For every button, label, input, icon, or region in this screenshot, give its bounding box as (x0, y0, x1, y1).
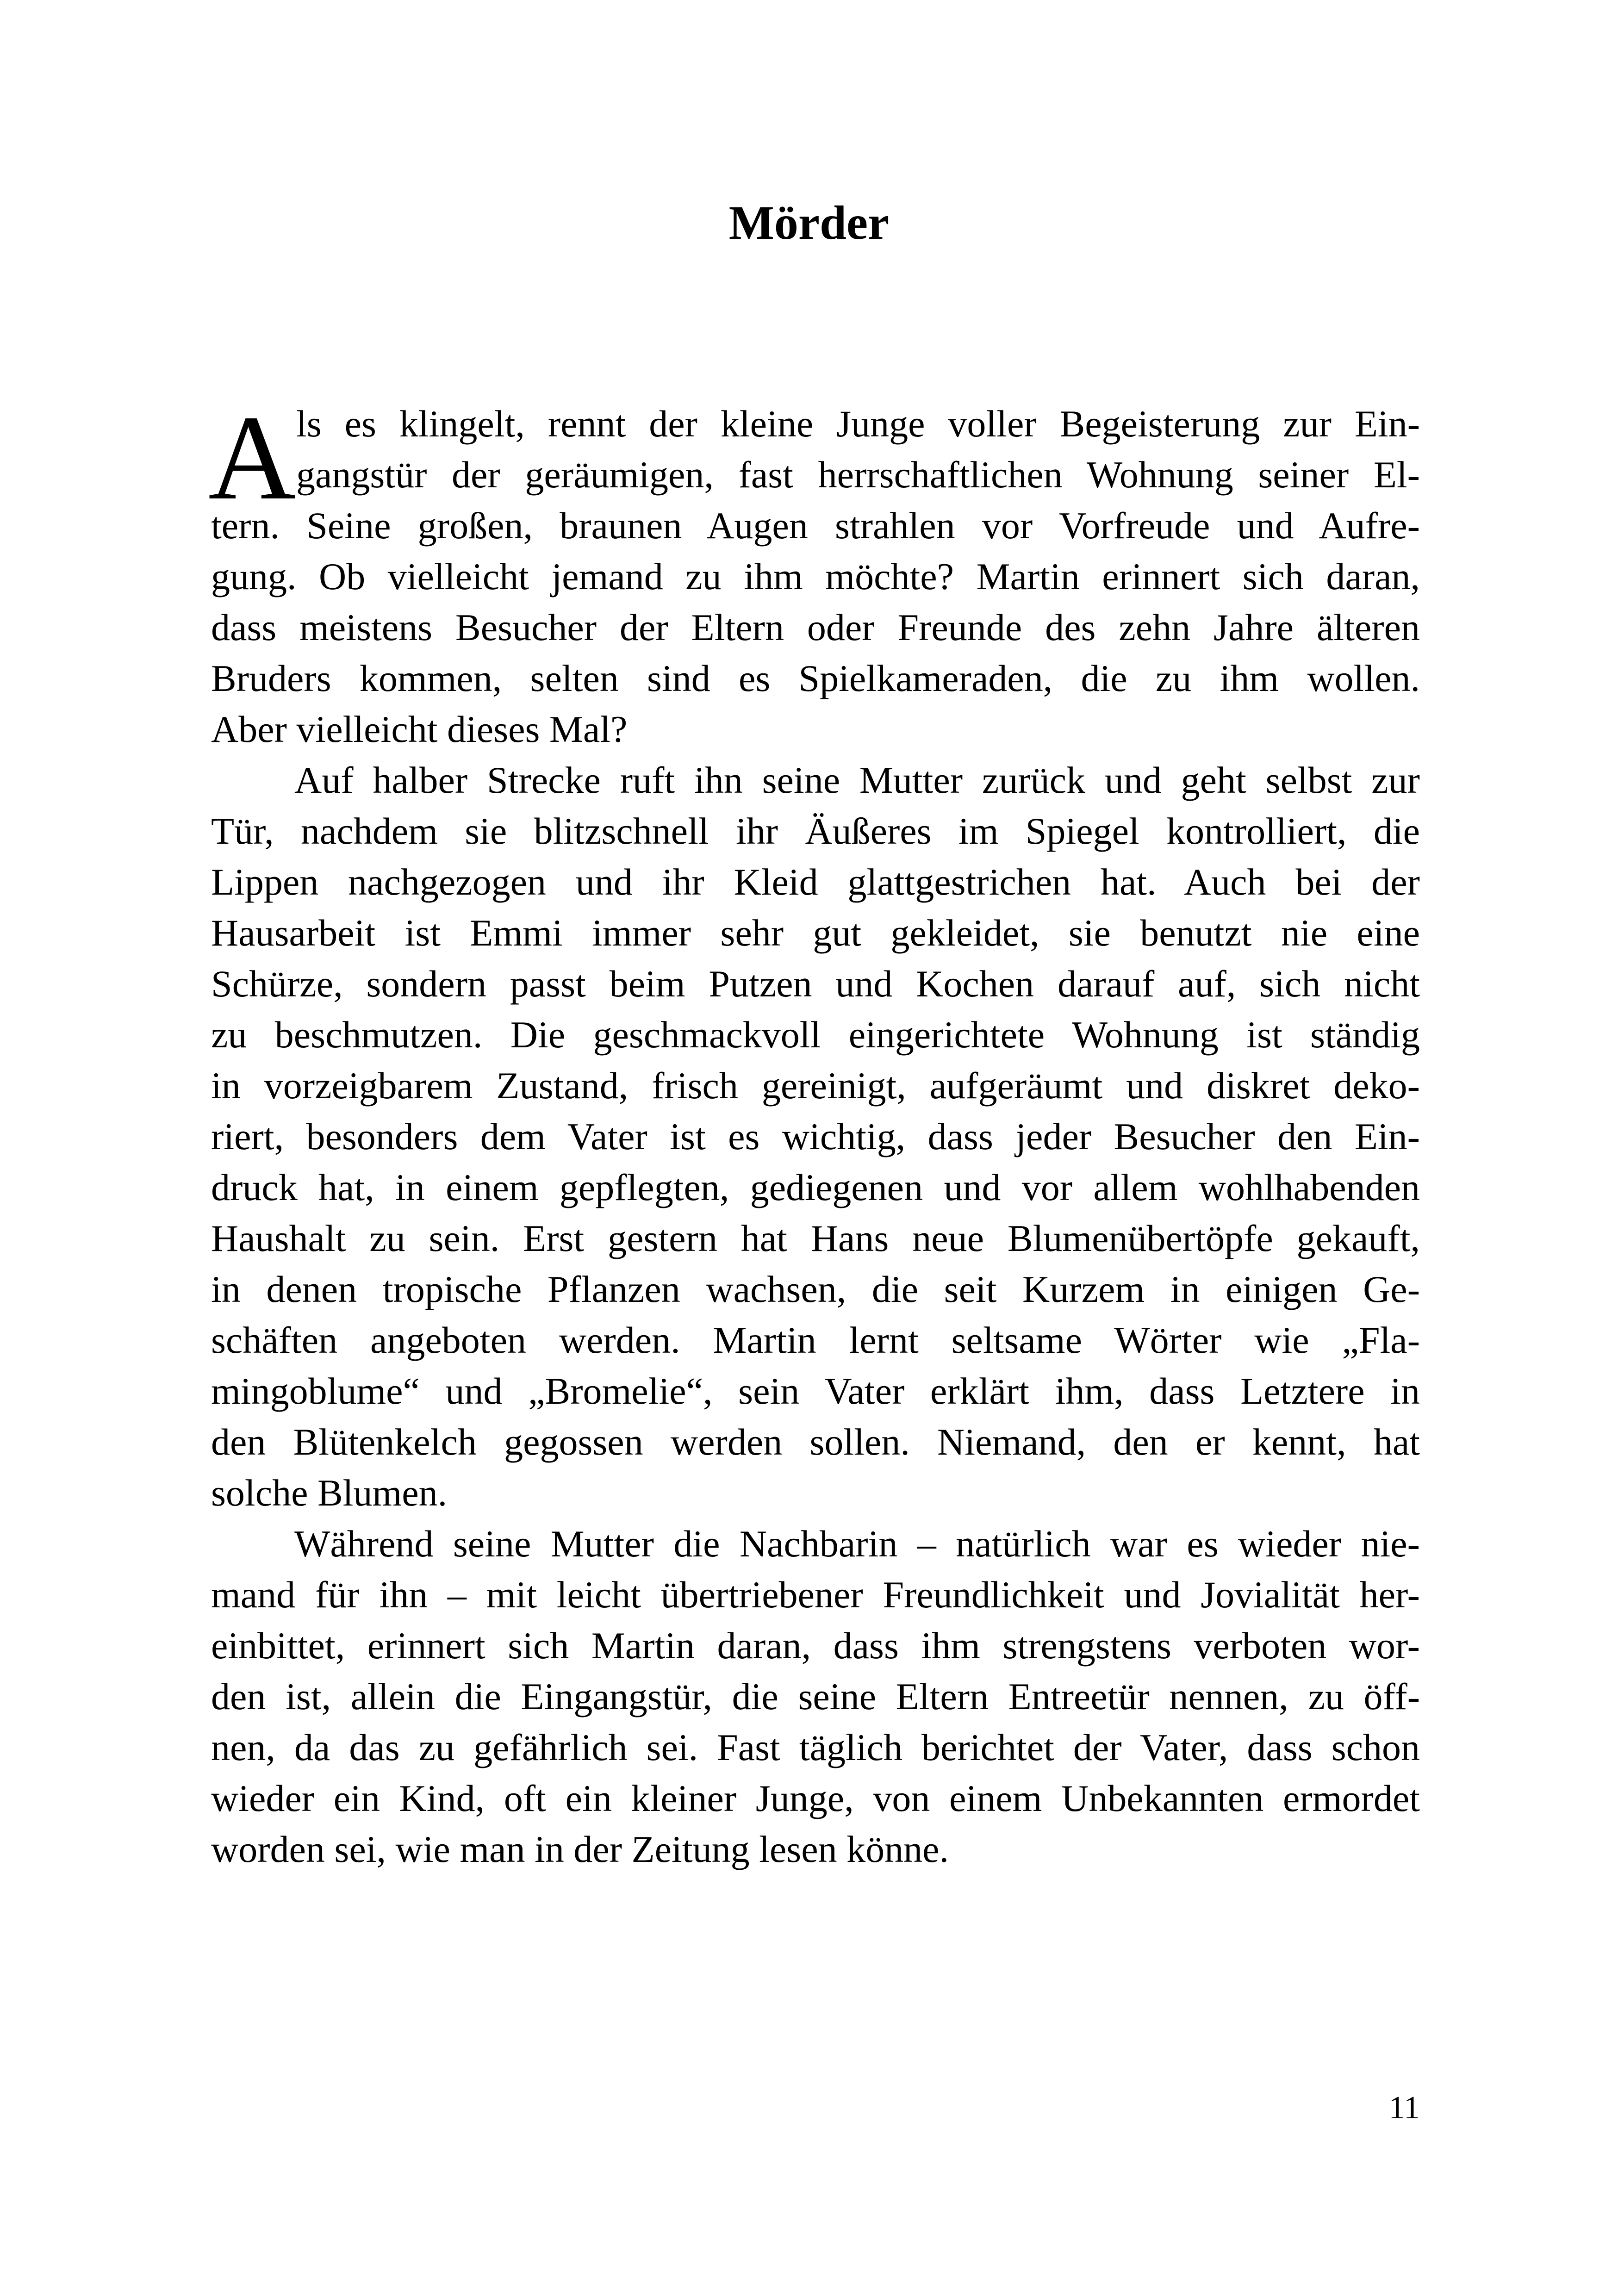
text-line: Auf halber Strecke ruft ihn seine Mutter zurück und geht selbst zur (294, 759, 1420, 801)
text-line: dass meistens Besucher der Eltern oder Freunde des zehn Jahre älteren (211, 606, 1420, 648)
text-line: gung. Ob vielleicht jemand zu ihm möchte? Martin erinnert sich daran, (211, 555, 1420, 597)
text-line: in vorzeigbarem Zustand, frisch gereinigt, aufgeräumt und diskret deko- (211, 1064, 1420, 1107)
text-line: Während seine Mutter die Nachbarin – natürlich war es wieder nie- (294, 1523, 1420, 1565)
drop-cap-letter: A (208, 391, 296, 525)
text-line: Haushalt zu sein. Erst gestern hat Hans neue Blumenübertöpfe gekauft, (211, 1217, 1420, 1259)
text-line: einbittet, erinnert sich Martin daran, dass ihm strengstens verboten wor- (211, 1624, 1420, 1667)
text-line: druck hat, in einem gepflegten, gediegenen und vor allem wohlhabenden (211, 1166, 1420, 1208)
text-line: zu beschmutzen. Die geschmackvoll eingerichtete Wohnung ist ständig (211, 1014, 1420, 1056)
text-line: Hausarbeit ist Emmi immer sehr gut gekleidet, sie benutzt nie eine (211, 912, 1420, 954)
text-line: wieder ein Kind, oft ein kleiner Junge, von einem Unbekannten ermordet (211, 1777, 1420, 1819)
text-line: tern. Seine großen, braunen Augen strahlen vor Vorfreude und Aufre- (211, 504, 1420, 547)
text-line: in denen tropische Pflanzen wachsen, die seit Kurzem in einigen Ge- (211, 1268, 1420, 1310)
text-line: mingoblume“ und „Bromelie“, sein Vater erklärt ihm, dass Letztere in (211, 1370, 1420, 1412)
text-line: Aber vielleicht dieses Mal? (211, 708, 628, 750)
text-line: Tür, nachdem sie blitzschnell ihr Äußeres im Spiegel kontrolliert, die (211, 810, 1420, 852)
page-number: 11 (1388, 2090, 1420, 2126)
text-line: schäften angeboten werden. Martin lernt seltsame Wörter wie „Fla- (211, 1319, 1420, 1361)
text-line: den Blütenkelch gegossen werden sollen. Niemand, den er kennt, hat (211, 1421, 1420, 1463)
text-line: den ist, allein die Eingangstür, die seine Eltern Entreetür nennen, zu öff- (211, 1675, 1420, 1717)
text-line: Lippen nachgezogen und ihr Kleid glattgestrichen hat. Auch bei der (211, 861, 1420, 903)
text-line: mand für ihn – mit leicht übertriebener Freundlichkeit und Jovialität her- (211, 1574, 1420, 1616)
text-line: gangstür der geräumigen, fast herrschaftlichen Wohnung seiner El- (296, 454, 1420, 496)
text-line: Bruders kommen, selten sind es Spielkameraden, die zu ihm wollen. (211, 657, 1420, 699)
text-line: nen, da das zu gefährlich sei. Fast täglich berichtet der Vater, dass schon (211, 1726, 1420, 1768)
text-line: riert, besonders dem Vater ist es wichtig, dass jeder Besucher den Ein- (211, 1115, 1420, 1157)
text-line: worden sei, wie man in der Zeitung lesen könne. (211, 1828, 949, 1870)
text-line: Schürze, sondern passt beim Putzen und Kochen darauf auf, sich nicht (211, 963, 1420, 1005)
text-line: solche Blumen. (211, 1472, 448, 1514)
chapter-title: Mörder (728, 196, 890, 249)
text-line: ls es klingelt, rennt der kleine Junge voller Begeisterung zur Ein- (296, 403, 1420, 445)
